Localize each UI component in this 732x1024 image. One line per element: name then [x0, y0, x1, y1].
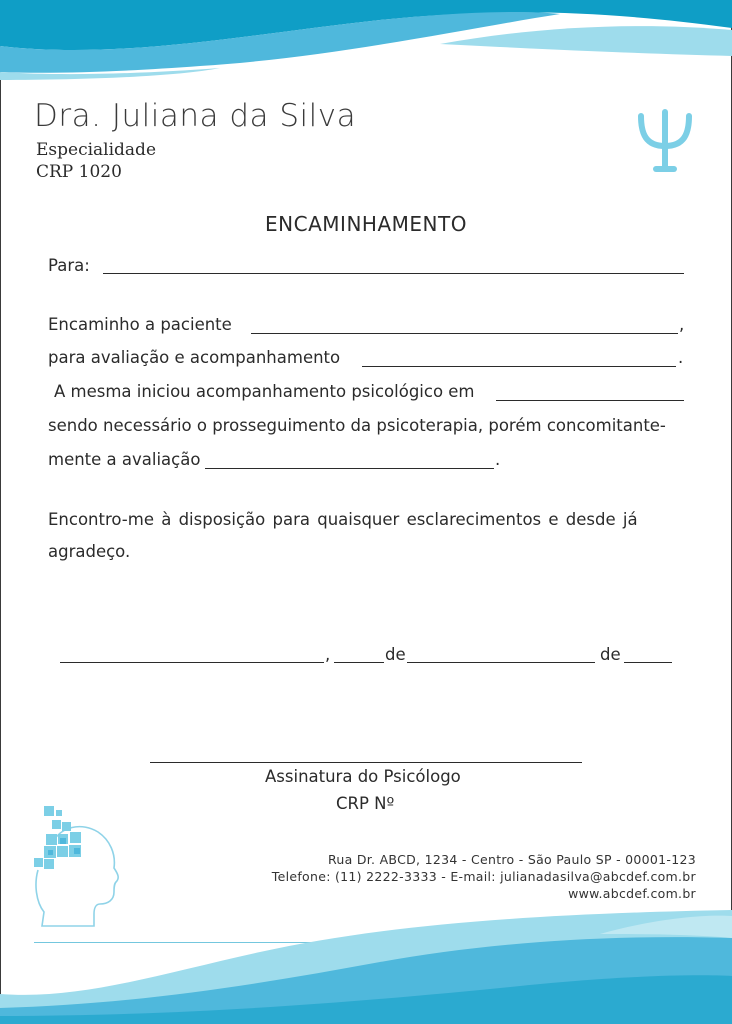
month-blank — [407, 662, 595, 663]
city-blank — [60, 662, 324, 663]
specialty: Especialidade — [36, 140, 157, 160]
doctor-name: Dra. Juliana da Silva — [34, 98, 357, 134]
paragraph-line-3: A mesma iniciou acompanhamento psicológico em — [54, 382, 475, 401]
date-de-1: de — [385, 645, 406, 664]
date-comma: , — [325, 645, 331, 664]
evaluation-blank — [362, 366, 676, 367]
paragraph-line-1: Encaminho a paciente — [48, 315, 232, 334]
bottom-wave-decoration — [0, 904, 732, 1024]
closing-line-2: agradeço. — [48, 542, 131, 561]
evaluation-type-blank — [205, 468, 494, 469]
year-blank — [624, 662, 672, 663]
start-date-blank — [496, 400, 684, 401]
date-de-2: de — [600, 645, 621, 664]
para-label: Para: — [48, 256, 90, 275]
closing-line-1: Encontro-me à disposição para quaisquer esclarecimentos e desde já — [48, 510, 638, 529]
paragraph-line-2: para avaliação e acompanhamento — [48, 348, 341, 367]
document-title: ENCAMINHAMENTO — [265, 212, 467, 236]
patient-name-blank — [251, 333, 678, 334]
crp-number: CRP 1020 — [36, 162, 122, 182]
footer-website: www.abcdef.com.br — [568, 886, 696, 901]
signature-label: Assinatura do Psicólogo — [265, 767, 461, 786]
line2-period: . — [678, 348, 684, 367]
line1-comma: , — [679, 315, 685, 334]
paragraph-line-4: sendo necessário o prosseguimento da psicoterapia, porém concomitante- — [48, 416, 666, 435]
day-blank — [334, 662, 384, 663]
line5-period: . — [495, 450, 501, 469]
psi-icon — [636, 108, 694, 174]
top-wave-decoration — [0, 0, 732, 90]
paragraph-line-5: mente a avaliação — [48, 450, 201, 469]
para-blank — [103, 273, 684, 274]
footer-address: Rua Dr. ABCD, 1234 - Centro - São Paulo SP - 00001-123 — [327, 852, 696, 867]
signature-crp: CRP Nº — [336, 794, 395, 813]
signature-line — [150, 762, 582, 763]
footer-contact: Telefone: (11) 2222-3333 - E-mail: julianadasilva@abcdef.com.br — [271, 869, 696, 884]
